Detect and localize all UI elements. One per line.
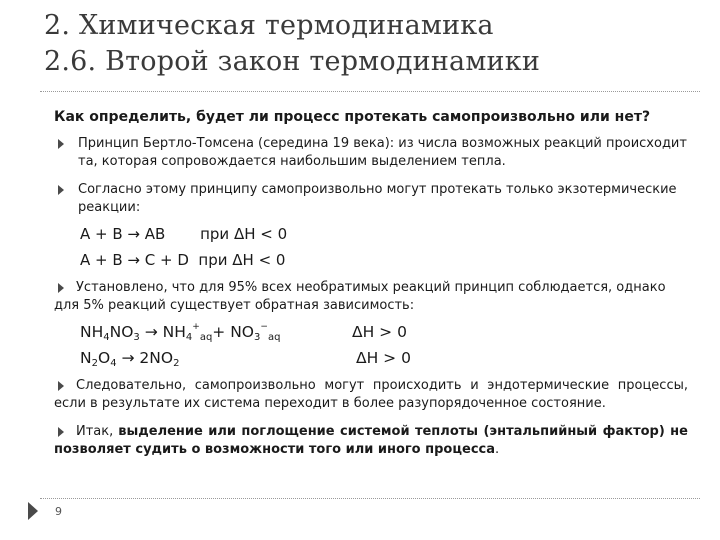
bullet-arrow-icon [58,185,64,195]
bullet-berthelot-principle [54,135,688,171]
reaction-dinitrogen-tetroxide [80,345,688,371]
equation-1-condition: при ΔH < 0 [200,225,288,243]
question-heading: Как определить, будет ли процесс протекать самопроизвольно или нет? [54,109,651,125]
equation-1 [80,221,688,247]
bullet-arrow-icon [58,381,64,391]
bullet-arrow-icon [58,283,64,293]
reaction-enthalpy: ΔH > 0 [352,323,407,341]
conclusion-end: . [495,442,500,457]
bullet-text: Согласно этому принципу самопроизвольно могут протекать только экзотермические реакции: [78,182,677,215]
reaction-formula: $NH_4NO_3 \to NH_4^+_{aq}+ NO_3^-_{aq}$ [80,322,281,343]
title-divider [40,91,700,92]
conclusion-intro: Итак, [76,424,119,439]
page-marker-icon [28,502,38,520]
bullet-statistics [54,279,688,315]
bullet-text: Принцип Бертло-Томсена (середина 19 века): из числа возможных реакций происходит та, которая сопровождается наибольшим выделением тепла. [78,136,687,169]
reaction-enthalpy: ΔH > 0 [356,349,411,367]
bullet-exothermic [54,181,688,217]
bullet-text: Следовательно, самопроизвольно могут происходить и эндотермические процессы, если в результате их система переходит в более разупорядоченное состояние. [54,378,688,411]
footer-divider [40,498,700,499]
title-line-1: 2. Химическая термодинамика [44,10,494,41]
bullet-conclusion [54,423,688,459]
page-number: 9 [55,505,62,518]
slide-content [54,108,688,469]
reaction-ammonium-nitrate [80,319,688,345]
equation-2: A + B → C + D при ΔH < 0 [80,251,286,269]
title-line-2: 2.6. Второй закон термодинамики [44,46,541,77]
bullet-arrow-icon [58,139,64,149]
bullet-arrow-icon [58,427,64,437]
slide-title [44,8,704,80]
equation-1-reaction: A + B → AB [80,225,166,243]
bullet-endothermic [54,377,688,413]
conclusion-emphasis: выделение или поглощение системой теплоты (энтальпийный фактор) не позволяет судить о возможности того или иного процесса [54,424,688,457]
bullet-text: Установлено, что для 95% всех необратимых реакций принцип соблюдается, однако для 5% реакций существует обратная зависимость: [54,280,666,313]
reaction-formula: $N_2O_4 \to 2NO_2$ [80,349,180,369]
